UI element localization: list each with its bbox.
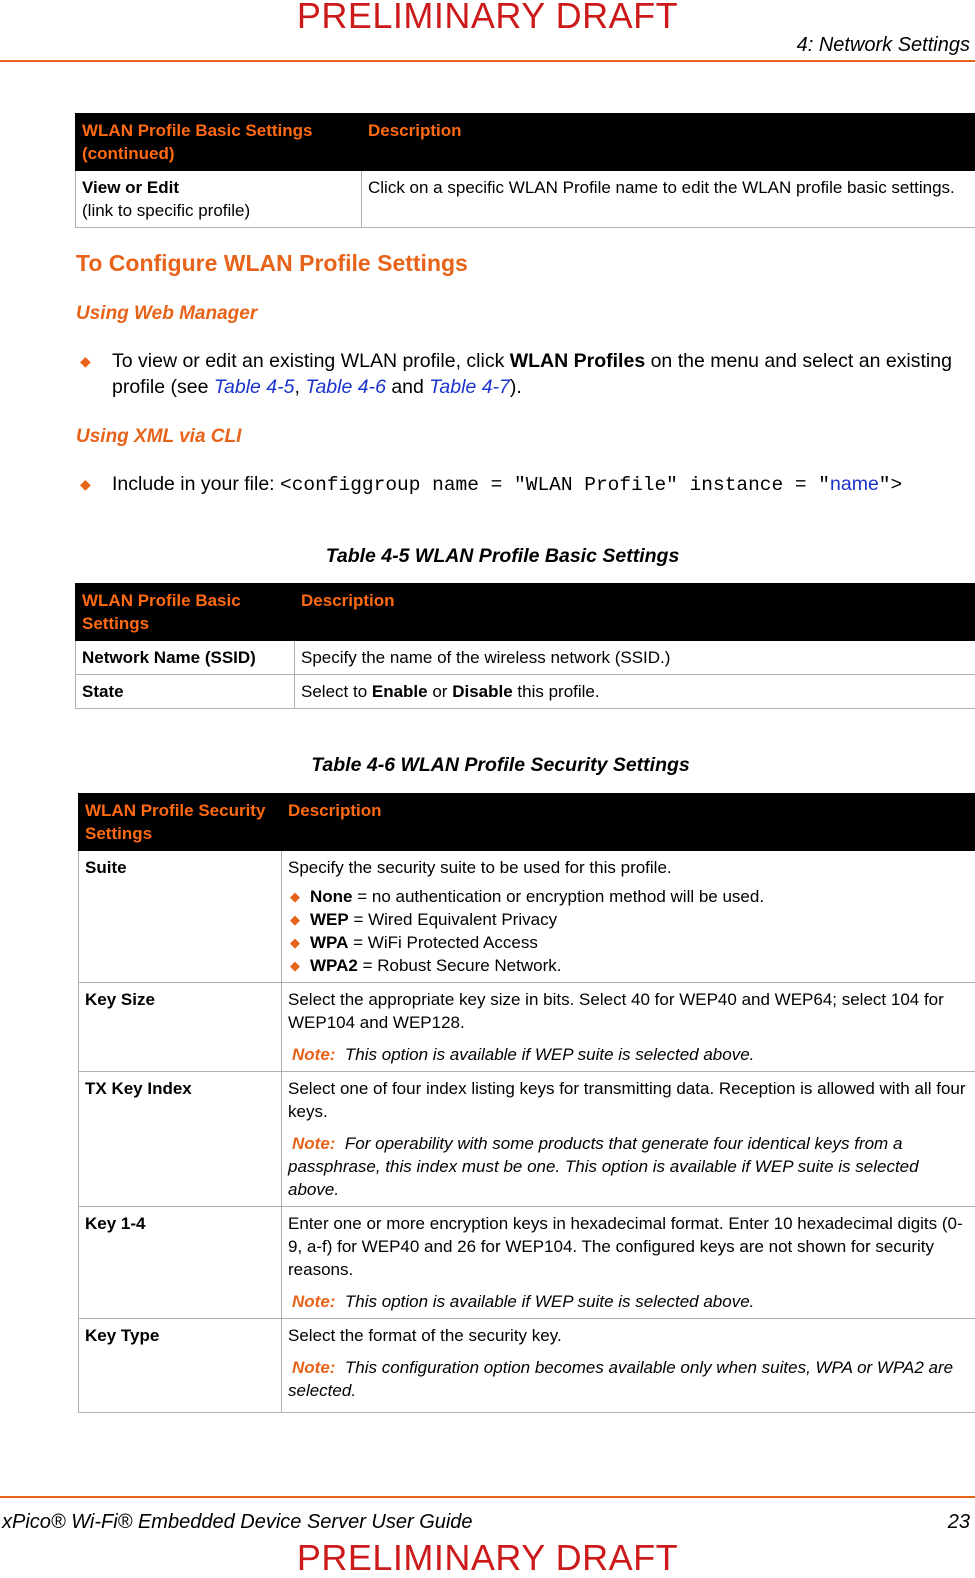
suite-name: WEP — [310, 910, 349, 929]
row-description: Specify the name of the wireless network (SSID.) — [295, 641, 975, 675]
code: "> — [879, 474, 902, 496]
table-basic-settings — [75, 583, 975, 709]
table-row — [79, 1207, 975, 1319]
footer-rule — [0, 1496, 975, 1498]
watermark-top: PRELIMINARY DRAFT — [0, 0, 975, 34]
table-security-settings — [78, 793, 975, 1413]
bullet-text — [112, 471, 972, 498]
table-basic-continued — [75, 113, 975, 228]
table-row — [79, 983, 975, 1072]
table-caption: Table 4-6 WLAN Profile Security Settings — [13, 754, 975, 777]
bullet-text — [112, 348, 972, 400]
column-header: WLAN Profile Security Settings — [79, 794, 282, 851]
suite-name: WPA2 — [310, 956, 358, 975]
code: <configgroup name = "WLAN Profile" instance = " — [280, 474, 830, 496]
row-description — [295, 675, 975, 709]
footer-title: xPico® Wi-Fi® Embedded Device Server User Guide — [2, 1511, 473, 1534]
column-header: Description — [282, 794, 975, 851]
row-label: Key 1-4 — [79, 1207, 282, 1319]
row-description — [282, 851, 975, 983]
row-label: TX Key Index — [79, 1072, 282, 1207]
table-row — [76, 171, 975, 228]
row-label: Key Size — [79, 983, 282, 1072]
text: on the menu and select an existing profile (see — [112, 350, 952, 398]
table-row — [76, 641, 975, 675]
note — [288, 1356, 969, 1402]
note-label: Note: — [288, 1358, 335, 1377]
row-label: Suite — [79, 851, 282, 983]
note — [288, 1043, 969, 1066]
row-description: Click on a specific WLAN Profile name to edit the WLAN profile basic settings. — [362, 171, 975, 228]
note-text: This option is available if WEP suite is selected above. — [345, 1292, 754, 1311]
list-item — [288, 931, 969, 954]
note-text: This configuration option becomes available only when suites, WPA or WPA2 are selected. — [288, 1358, 953, 1400]
note-label: Note: — [288, 1292, 335, 1311]
diamond-bullet-icon: ◆ — [290, 931, 300, 954]
text: = no authentication or encryption method will be used. — [353, 887, 765, 906]
list-item — [288, 885, 969, 908]
text: Select to — [301, 682, 372, 701]
table-row — [76, 675, 975, 709]
note-text: For operability with some products that generate four identical keys from a passphrase, this index must be one. This option is available if WEP suite is selected above. — [288, 1134, 919, 1199]
note-label: Note: — [288, 1134, 335, 1153]
column-header: WLAN Profile Basic Settings — [76, 584, 295, 641]
web-manager-heading: Using Web Manager — [76, 303, 257, 325]
header-rule — [0, 60, 975, 62]
row-description — [282, 1072, 975, 1207]
text: Include in your file: — [112, 473, 280, 495]
diamond-bullet-icon: ◆ — [290, 954, 300, 977]
note-label: Note: — [288, 1045, 335, 1064]
xml-cli-heading: Using XML via CLI — [76, 426, 241, 448]
diamond-bullet-icon: ◆ — [80, 471, 91, 497]
text: Select the format of the security key. — [288, 1324, 969, 1347]
text: = WiFi Protected Access — [348, 933, 537, 952]
table-row — [79, 1072, 975, 1207]
text: , — [294, 376, 305, 398]
row-description — [282, 983, 975, 1072]
table-header-row — [76, 584, 975, 641]
watermark-bottom: PRELIMINARY DRAFT — [0, 1540, 975, 1576]
note — [288, 1290, 969, 1313]
text: Specify the security suite to be used for this profile. — [288, 856, 969, 879]
text: = Robust Secure Network. — [358, 956, 562, 975]
note-text: This option is available if WEP suite is selected above. — [345, 1045, 754, 1064]
section-title: To Configure WLAN Profile Settings — [76, 250, 468, 277]
row-description — [282, 1207, 975, 1319]
menu-name: WLAN Profiles — [510, 350, 645, 372]
row-label: View or Edit — [82, 178, 179, 197]
suite-list — [288, 885, 969, 977]
column-header: Description — [362, 114, 975, 171]
text: To view or edit an existing WLAN profile, click — [112, 350, 510, 372]
option-disable: Disable — [452, 682, 512, 701]
link-table-4-6[interactable]: Table 4-6 — [305, 376, 386, 398]
column-header: WLAN Profile Basic Settings (continued) — [76, 114, 362, 171]
text: and — [386, 376, 429, 398]
suite-name: WPA — [310, 933, 348, 952]
list-item — [288, 954, 969, 977]
option-enable: Enable — [372, 682, 428, 701]
text: = Wired Equivalent Privacy — [349, 910, 557, 929]
page-number: 23 — [948, 1511, 970, 1534]
link-table-4-7[interactable]: Table 4-7 — [429, 376, 510, 398]
row-sublabel: (link to specific profile) — [82, 201, 250, 220]
link-table-4-5[interactable]: Table 4-5 — [214, 376, 295, 398]
row-label: Network Name (SSID) — [76, 641, 295, 675]
table-header-row — [76, 114, 975, 171]
text: ). — [510, 376, 522, 398]
diamond-bullet-icon: ◆ — [290, 908, 300, 931]
suite-name: None — [310, 887, 353, 906]
column-header: Description — [295, 584, 975, 641]
diamond-bullet-icon: ◆ — [80, 348, 91, 374]
table-row — [79, 851, 975, 983]
text: this profile. — [513, 682, 600, 701]
row-label: Key Type — [79, 1319, 282, 1413]
table-header-row — [79, 794, 975, 851]
code-placeholder: name — [830, 473, 879, 495]
diamond-bullet-icon: ◆ — [290, 885, 300, 908]
list-item — [288, 908, 969, 931]
text: or — [428, 682, 453, 701]
table-caption: Table 4-5 WLAN Profile Basic Settings — [15, 545, 975, 568]
chapter-header: 4: Network Settings — [797, 34, 970, 57]
text: Select one of four index listing keys for transmitting data. Reception is allowed with all four keys. — [288, 1077, 969, 1123]
note — [288, 1132, 969, 1201]
table-row — [79, 1319, 975, 1413]
text: Select the appropriate key size in bits. Select 40 for WEP40 and WEP64; select 104 for WEP104 and WEP128. — [288, 988, 969, 1034]
text: Enter one or more encryption keys in hexadecimal format. Enter 10 hexadecimal digits (0-9, a-f) for WEP40 and 26 for WEP104. The configured keys are not shown for security reasons. — [288, 1212, 969, 1281]
row-label: State — [76, 675, 295, 709]
row-description — [282, 1319, 975, 1413]
